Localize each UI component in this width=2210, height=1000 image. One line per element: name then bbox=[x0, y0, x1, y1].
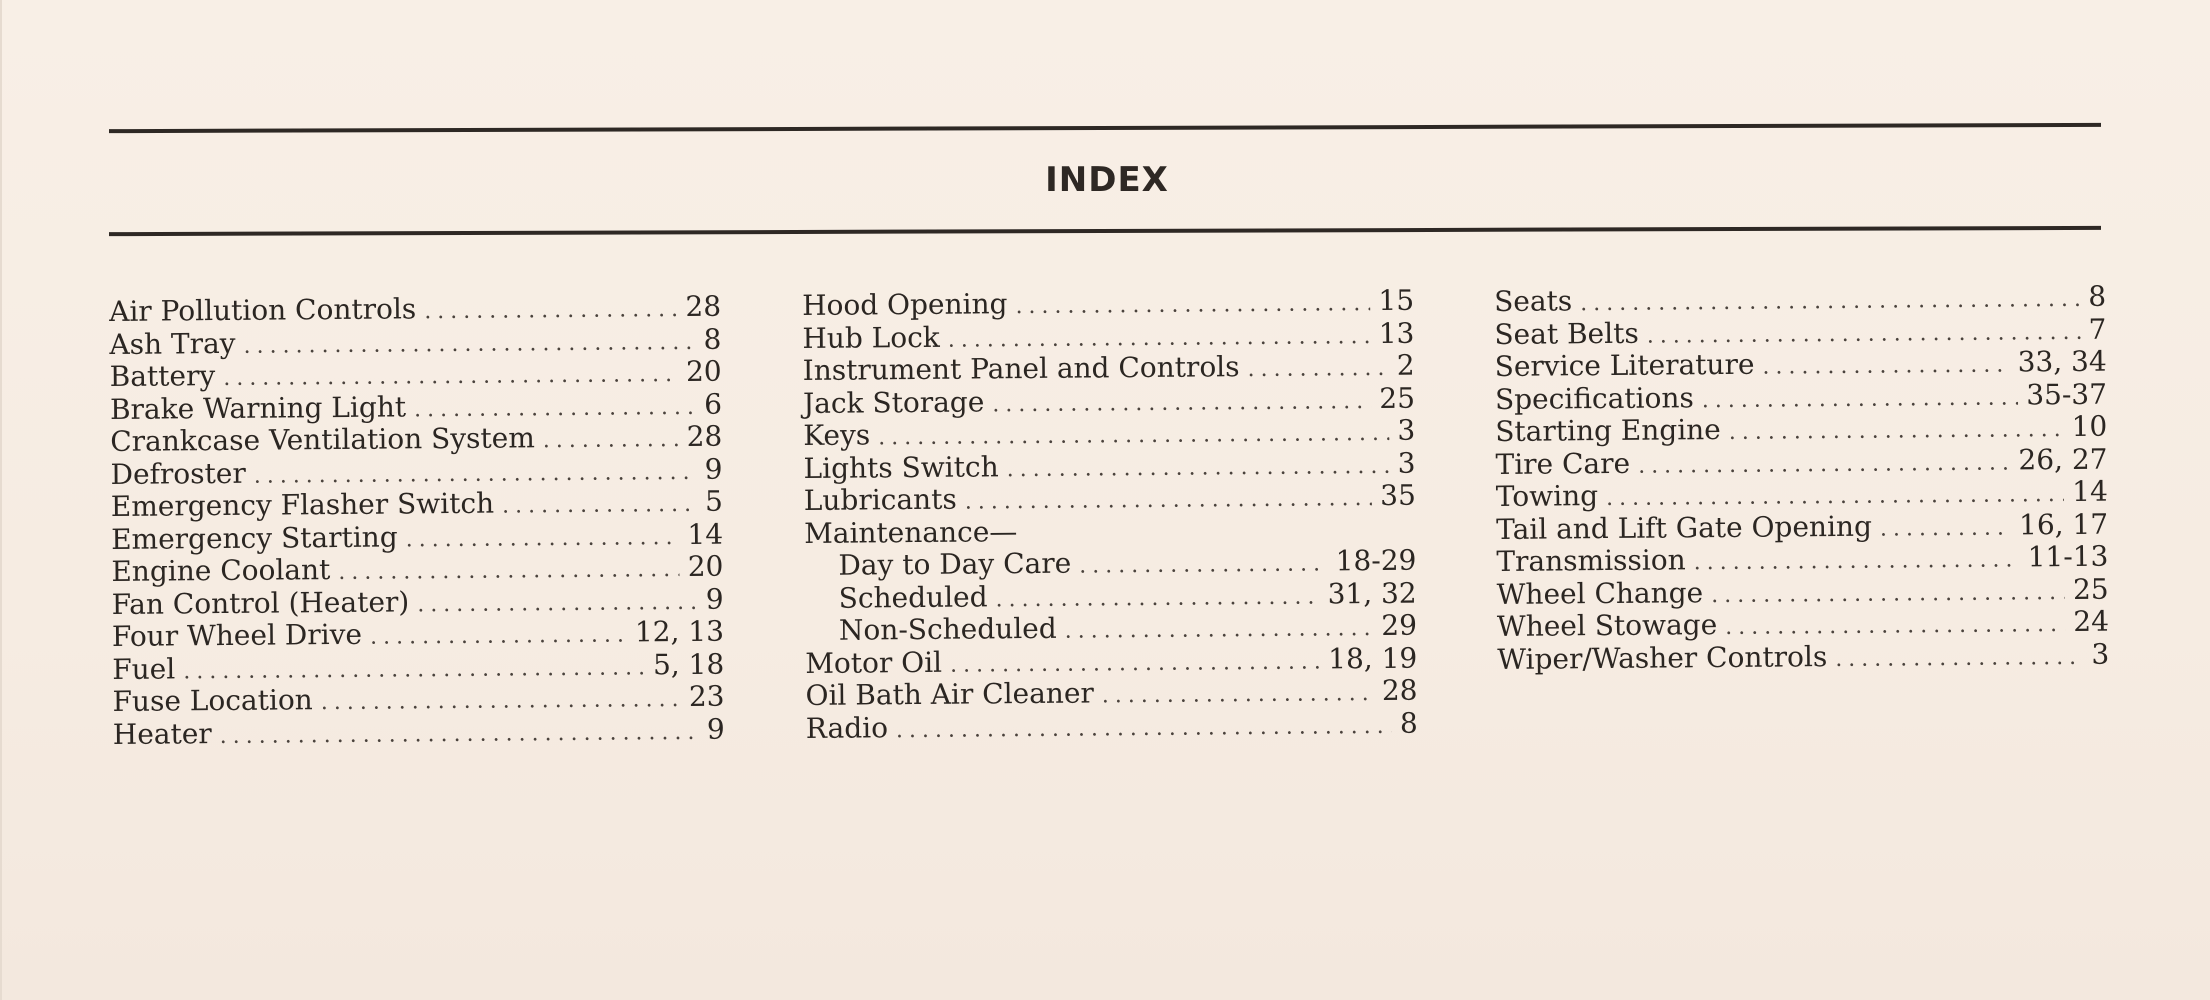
entry-page: 7 bbox=[2088, 312, 2107, 346]
index-entry bbox=[110, 453, 722, 491]
entry-label: Transmission bbox=[1496, 543, 1686, 578]
entry-page: 35-37 bbox=[2026, 377, 2108, 411]
index-column-2 bbox=[802, 285, 1418, 745]
dot-leader bbox=[543, 424, 679, 458]
dot-leader bbox=[1638, 447, 2011, 483]
entry-page: 16, 17 bbox=[2018, 507, 2109, 541]
entry-label: Emergency Starting bbox=[110, 519, 398, 556]
dot-leader bbox=[243, 326, 695, 362]
index-entry bbox=[804, 480, 1416, 518]
index-entry bbox=[1494, 313, 2106, 351]
index-entry bbox=[110, 356, 722, 394]
bottom-rule bbox=[109, 226, 2101, 236]
entry-page: 28 bbox=[685, 289, 722, 323]
dot-leader bbox=[1762, 350, 2009, 385]
entry-label: Starting Engine bbox=[1495, 413, 1721, 448]
index-entry bbox=[806, 707, 1418, 745]
entry-page: 9 bbox=[704, 452, 723, 486]
entry-label: Heater bbox=[112, 716, 212, 751]
entry-label: Air Pollution Controls bbox=[108, 292, 417, 328]
index-entry bbox=[109, 291, 721, 329]
index-entry bbox=[111, 551, 723, 589]
entry-page: 8 bbox=[1399, 706, 1418, 740]
index-entry bbox=[1497, 573, 2109, 611]
entry-page: 14 bbox=[2072, 474, 2108, 508]
dot-leader bbox=[1102, 678, 1374, 713]
entry-label: Wiper/Washer Controls bbox=[1497, 639, 1828, 676]
index-entry bbox=[803, 350, 1415, 388]
entry-page: 9 bbox=[705, 582, 724, 616]
entry-label: Engine Coolant bbox=[111, 553, 331, 588]
dot-leader bbox=[1025, 537, 1408, 540]
entry-page: 13 bbox=[1378, 316, 1415, 350]
index-entry bbox=[111, 518, 723, 556]
entry-label: Fan Control (Heater) bbox=[111, 584, 410, 621]
entry-label: Battery bbox=[109, 359, 216, 393]
entry-page: 18-29 bbox=[1335, 543, 1417, 578]
entry-page: 26, 27 bbox=[2018, 442, 2108, 476]
index-entry bbox=[805, 675, 1417, 713]
dot-leader bbox=[370, 619, 627, 654]
entry-label: Defroster bbox=[110, 456, 246, 491]
entry-page: 3 bbox=[1397, 446, 1416, 480]
dot-leader bbox=[896, 710, 1392, 747]
dot-leader bbox=[1729, 414, 2064, 449]
index-entry bbox=[1497, 606, 2109, 644]
index-entry bbox=[1495, 378, 2107, 416]
entry-page: 3 bbox=[1397, 413, 1416, 447]
entry-label: Instrument Panel and Controls bbox=[802, 350, 1240, 387]
entry-label: Wheel Stowage bbox=[1496, 608, 1718, 643]
entry-page: 10 bbox=[2071, 409, 2108, 443]
entry-label: Four Wheel Drive bbox=[111, 617, 363, 653]
page-title: INDEX bbox=[1045, 160, 1169, 200]
dot-leader bbox=[321, 684, 681, 720]
entry-label: Wheel Change bbox=[1496, 575, 1704, 611]
dot-leader bbox=[223, 359, 678, 395]
index-entry bbox=[112, 583, 724, 621]
index-entry bbox=[112, 681, 724, 719]
entry-label: Scheduled bbox=[838, 579, 988, 615]
entry-label: Ash Tray bbox=[109, 326, 236, 361]
entry-page: 5 bbox=[704, 484, 723, 518]
index-entry bbox=[803, 382, 1415, 420]
entry-label: Jack Storage bbox=[802, 384, 985, 420]
dot-leader bbox=[965, 483, 1373, 519]
dot-leader bbox=[1580, 284, 2080, 321]
dot-leader bbox=[992, 386, 1371, 422]
entry-label: Maintenance— bbox=[803, 514, 1018, 550]
entry-label: Keys bbox=[803, 418, 871, 452]
index-entry bbox=[1497, 638, 2109, 676]
index-entry bbox=[1495, 443, 2107, 481]
entry-page: 8 bbox=[703, 322, 722, 356]
index-entry bbox=[1495, 411, 2107, 449]
entry-label: Tail and Lift Gate Opening bbox=[1495, 509, 1873, 546]
entry-label: Fuel bbox=[112, 651, 176, 686]
entry-page: 9 bbox=[706, 712, 725, 746]
entry-page: 5, 18 bbox=[652, 647, 725, 681]
entry-page: 28 bbox=[686, 419, 723, 453]
entry-label: Service Literature bbox=[1494, 347, 1755, 383]
dot-leader bbox=[1247, 353, 1389, 387]
dot-leader bbox=[1079, 548, 1328, 583]
entry-label: Lights Switch bbox=[803, 449, 999, 485]
dot-leader bbox=[502, 489, 697, 523]
dot-leader bbox=[1880, 512, 2011, 546]
entry-label: Hood Opening bbox=[801, 287, 1008, 322]
index-entry bbox=[1494, 281, 2106, 319]
dot-leader bbox=[220, 716, 700, 753]
entry-page: 29 bbox=[1381, 608, 1418, 642]
index-column-1 bbox=[109, 291, 725, 751]
index-entry bbox=[803, 447, 1415, 485]
index-entry bbox=[112, 616, 724, 654]
index-entry bbox=[110, 388, 722, 426]
index-entry bbox=[802, 285, 1414, 323]
dot-leader bbox=[338, 554, 680, 589]
dot-leader bbox=[1835, 641, 2083, 676]
entry-label: Day to Day Care bbox=[838, 546, 1072, 582]
entry-label: Tire Care bbox=[1495, 446, 1631, 481]
entry-label: Non-Scheduled bbox=[838, 611, 1057, 647]
entry-label: Radio bbox=[805, 710, 889, 745]
entry-label: Specifications bbox=[1494, 380, 1694, 416]
entry-page: 14 bbox=[687, 517, 724, 551]
entry-page: 33, 34 bbox=[2017, 344, 2107, 379]
entry-page: 18, 19 bbox=[1328, 641, 1418, 675]
entry-page: 6 bbox=[703, 387, 723, 421]
entry-page: 35 bbox=[1380, 478, 1416, 512]
index-entry bbox=[1496, 541, 2108, 579]
entry-label: Fuse Location bbox=[112, 683, 313, 718]
index-entry bbox=[1495, 346, 2107, 384]
entry-page: 20 bbox=[687, 549, 724, 583]
entry-page: 8 bbox=[2088, 279, 2107, 313]
entry-label: Hub Lock bbox=[802, 320, 940, 355]
entry-page: 15 bbox=[1378, 283, 1415, 317]
entry-page: 12, 13 bbox=[634, 614, 725, 649]
index-entry bbox=[110, 421, 722, 459]
entry-page: 24 bbox=[2073, 604, 2110, 638]
index-subentry bbox=[804, 545, 1416, 583]
entry-label: Crankcase Ventilation System bbox=[110, 421, 535, 458]
entry-page: 25 bbox=[1379, 381, 1416, 415]
entry-page: 2 bbox=[1396, 348, 1415, 382]
index-subentry bbox=[805, 577, 1417, 615]
entry-page: 23 bbox=[688, 679, 725, 713]
dot-leader bbox=[1015, 288, 1370, 324]
dot-leader bbox=[406, 522, 680, 557]
entry-page: 28 bbox=[1381, 673, 1418, 707]
index-entry bbox=[113, 713, 725, 751]
entry-label: Seats bbox=[1493, 284, 1573, 318]
index-entry bbox=[1496, 476, 2108, 514]
entry-page: 25 bbox=[2072, 572, 2109, 606]
entry-page: 11-13 bbox=[2027, 539, 2109, 574]
dot-leader bbox=[424, 294, 678, 329]
index-entry bbox=[1496, 508, 2108, 546]
entry-label: Brake Warning Light bbox=[109, 389, 407, 426]
index-column-3 bbox=[1494, 281, 2109, 676]
entry-label: Lubricants bbox=[803, 482, 957, 517]
entry-label: Oil Bath Air Cleaner bbox=[805, 676, 1094, 712]
index-entry bbox=[109, 323, 721, 361]
index-subentry bbox=[805, 610, 1417, 648]
top-rule bbox=[109, 123, 2101, 133]
entry-label: Seat Belts bbox=[1494, 316, 1639, 351]
index-entry bbox=[802, 317, 1414, 355]
entry-label: Motor Oil bbox=[805, 645, 943, 680]
dot-leader bbox=[878, 418, 1389, 455]
index-entry bbox=[805, 642, 1417, 680]
dot-leader bbox=[1702, 382, 2019, 417]
entry-page: 3 bbox=[2091, 637, 2110, 671]
index-entry bbox=[111, 486, 723, 524]
entry-label: Towing bbox=[1495, 479, 1599, 513]
entry-page: 20 bbox=[685, 354, 722, 388]
entry-label: Emergency Flasher Switch bbox=[110, 486, 495, 523]
dot-leader bbox=[1711, 577, 2065, 613]
entry-page: 31, 32 bbox=[1327, 576, 1417, 610]
dot-leader bbox=[1007, 450, 1390, 486]
dot-leader bbox=[1725, 609, 2065, 644]
index-entry bbox=[803, 415, 1415, 453]
dot-leader bbox=[1694, 544, 2020, 579]
index-entry bbox=[112, 648, 724, 686]
